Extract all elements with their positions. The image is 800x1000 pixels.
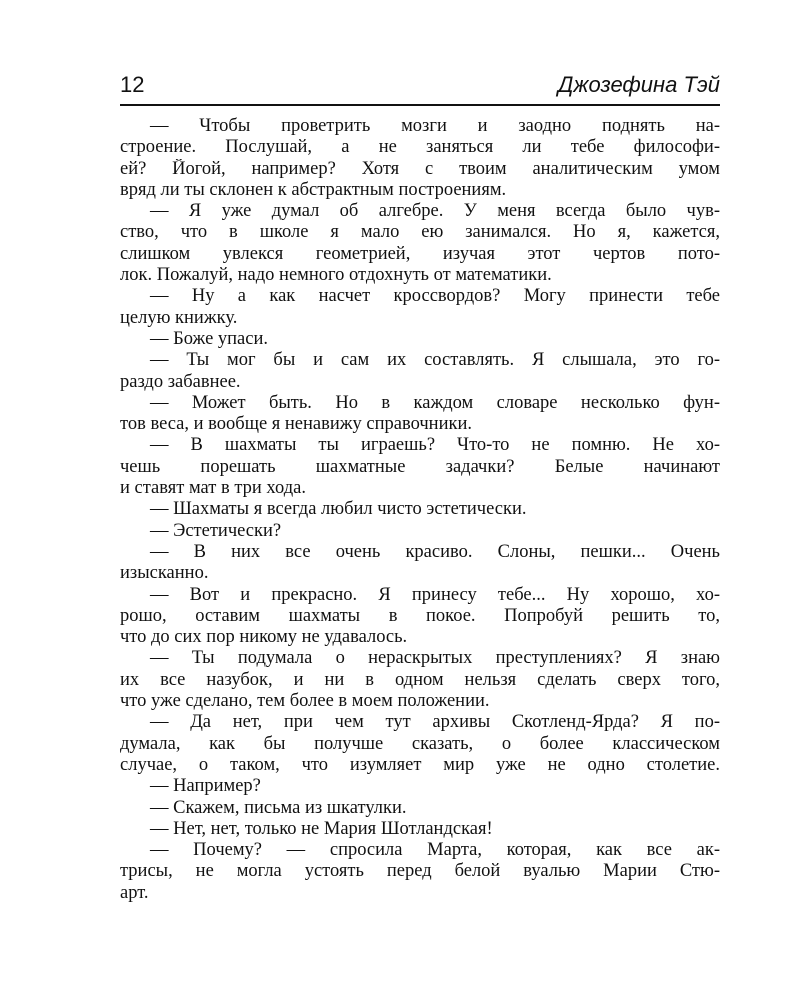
text-line: — Я уже думал об алгебре. У меня всегда было чув- <box>150 201 720 222</box>
text-line: вряд ли ты склонен к абстрактным построениям. <box>120 179 507 200</box>
text-line: — Боже упаси. <box>150 328 269 349</box>
text-line: — Нет, нет, только не Мария Шотландская! <box>150 818 493 839</box>
header-rule <box>120 104 720 106</box>
text-line: строение. Послушай, а не заняться ли тебе философи- <box>120 137 720 158</box>
text-line: — В шахматы ты играешь? Что-то не помню. Не хо- <box>150 435 720 456</box>
text-line: раздо забавнее. <box>120 371 241 392</box>
text-line: — Чтобы проветрить мозги и заодно поднять на- <box>150 116 720 136</box>
text-line: — Шахматы я всегда любил чисто эстетически. <box>150 499 527 520</box>
text-line: и ставят мат в три хода. <box>120 478 306 499</box>
page-number: 12 <box>120 72 145 97</box>
text-line: — Вот и прекрасно. Я принесу тебе... Ну хорошо, хо- <box>150 584 720 605</box>
text-line: случае, о таком, что изумляет мир уже не одно столетие. <box>120 754 720 775</box>
running-title: Джозефина Тэй <box>557 72 720 97</box>
body-text <box>120 116 720 904</box>
text-line: что уже сделано, тем более в моем положении. <box>120 691 490 712</box>
text-line: слишком увлекся геометрией, изучая этот чертов пото- <box>120 243 720 264</box>
text-line: — Ты мог бы и сам их составлять. Я слышала, это го- <box>150 350 720 371</box>
text-line: их все назубок, и ни в одном нельзя сделать сверх того, <box>120 669 720 690</box>
text-line: — Ты подумала о нераскрытых преступлениях? Я знаю <box>150 648 720 669</box>
text-line: трисы, не могла устоять перед белой вуалью Марии Стю- <box>120 861 720 882</box>
text-line: ей? Йогой, например? Хотя с твоим аналитическим умом <box>120 158 720 179</box>
text-line: думала, как бы получше сказать, о более классическом <box>120 733 720 754</box>
text-line: лок. Пожалуй, надо немного отдохнуть от математики. <box>120 265 552 286</box>
text-line: — Скажем, письма из шкатулки. <box>150 797 407 818</box>
text-line: целую книжку. <box>120 307 238 328</box>
text-line: — Например? <box>150 776 261 797</box>
text-line: — Да нет, при чем тут архивы Скотленд-Ярда? Я по- <box>150 712 720 733</box>
text-line: — Может быть. Но в каждом словаре несколько фун- <box>150 392 720 413</box>
text-line: — В них все очень красиво. Слоны, пешки... Очень <box>150 541 720 562</box>
text-line: — Ну а как насчет кроссвордов? Могу принести тебе <box>150 286 720 307</box>
text-line: чешь порешать шахматные задачки? Белые начинают <box>120 456 720 477</box>
text-line: арт. <box>120 882 149 903</box>
text-line: — Почему? — спросила Марта, которая, как все ак- <box>150 840 720 861</box>
text-line: изысканно. <box>120 563 209 584</box>
text-line: что до сих пор никому не удавалось. <box>120 627 408 648</box>
text-line: тов веса, и вообще я ненавижу справочники. <box>120 414 472 435</box>
text-line: ство, что в школе я мало ею занимался. Но я, кажется, <box>120 222 720 243</box>
text-line: — Эстетически? <box>150 520 282 541</box>
text-line: рошо, оставим шахматы в покое. Попробуй решить то, <box>120 605 720 626</box>
